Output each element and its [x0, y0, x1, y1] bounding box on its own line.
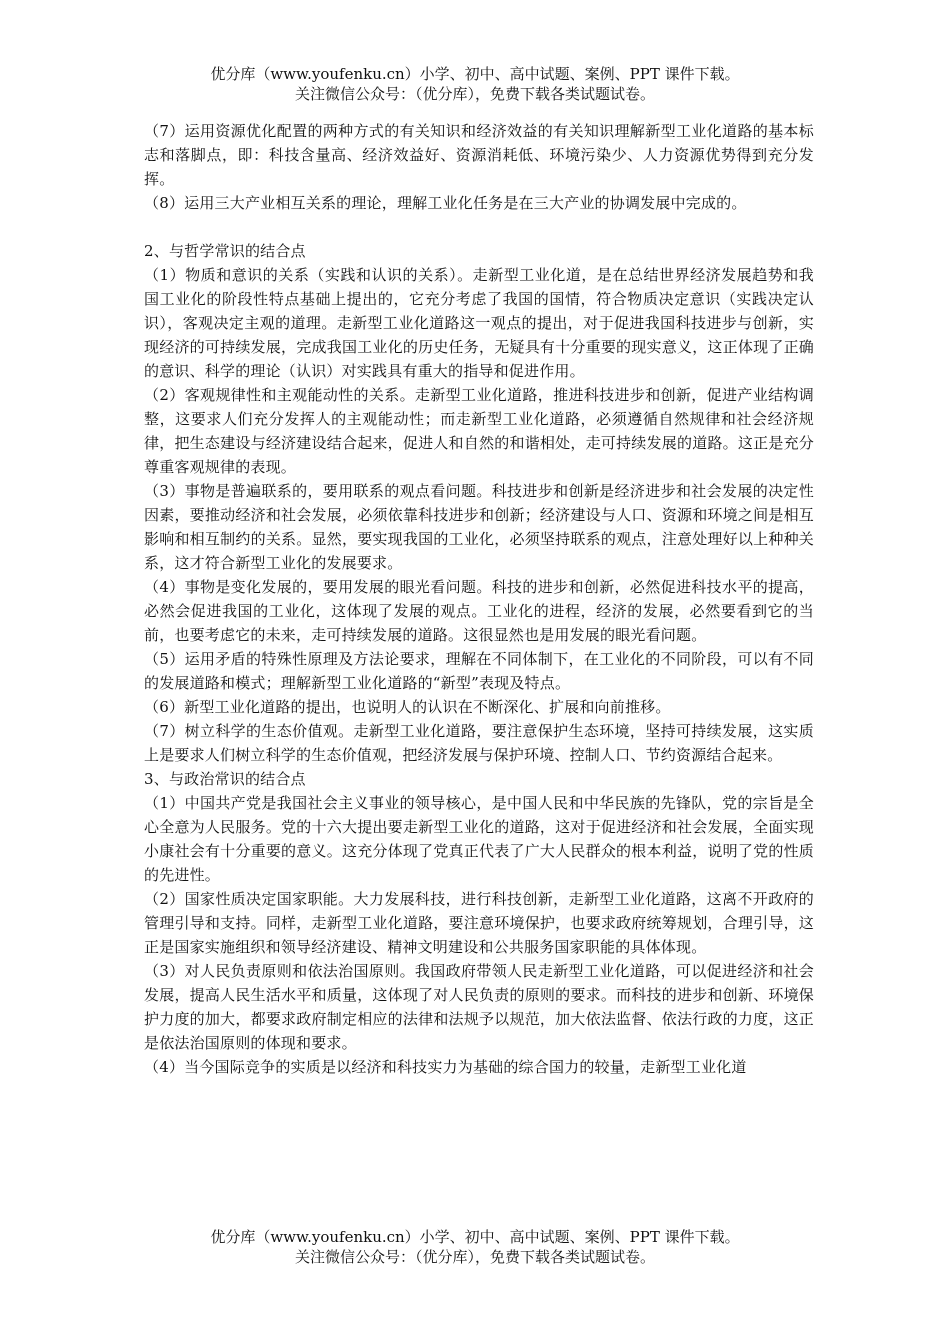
politics-heading: 3、与政治常识的结合点	[144, 770, 306, 788]
document-body	[144, 119, 814, 1079]
page-footer	[0, 1227, 950, 1267]
header-line-1: 优分库（www.youfenku.cn）小学、初中、高中试题、案例、PPT 课件下载。	[210, 65, 740, 83]
page-header	[0, 64, 950, 104]
politics-item-3: （3）对人民负责原则和依法治国原则。我国政府带领人民走新型工业化道路，可以促进经济和社会发展，提高人民生活水平和质量，这体现了对人民负责的原则的要求。而科技的进步和创新、环境保护力度的加大，都要求政府制定相应的法律和法规予以规范，加大依法监督、依法行政的力度，这正是依法治国原则的体现和要求。	[144, 962, 814, 1052]
econ-item-7: （7）运用资源优化配置的两种方式的有关知识和经济效益的有关知识理解新型工业化道路的基本标志和落脚点，即：科技含量高、经济效益好、资源消耗低、环境污染少、人力资源优势得到充分发挥。	[144, 122, 814, 188]
politics-item-2: （2）国家性质决定国家职能。大力发展科技，进行科技创新，走新型工业化道路，这离不开政府的管理引导和支持。同样，走新型工业化道路，要注意环境保护，也要求政府统筹规划，合理引导，这正是国家实施组织和领导经济建设、精神文明建设和公共服务国家职能的具体体现。	[144, 890, 814, 956]
philosophy-heading: 2、与哲学常识的结合点	[144, 242, 306, 260]
paragraph-gap	[144, 215, 814, 239]
footer-line-2: 关注微信公众号：（优分库），免费下载各类试题试卷。	[294, 1248, 655, 1266]
philosophy-item-1: （1）物质和意识的关系（实践和认识的关系）。走新型工业化道，是在总结世界经济发展趋势和我国工业化的阶段性特点基础上提出的，它充分考虑了我国的国情，符合物质决定意识（实践决定认识），客观决定主观的道理。走新型工业化道路这一观点的提出，对于促进我国科技进步与创新，实现经济的可持续发展，完成我国工业化的历史任务，无疑具有十分重要的现实意义，这正体现了正确的意识、科学的理论（认识）对实践具有重大的指导和促进作用。	[144, 266, 814, 380]
econ-item-8: （8）运用三大产业相互关系的理论，理解工业化任务是在三大产业的协调发展中完成的。	[144, 194, 747, 212]
philosophy-item-4: （4）事物是变化发展的，要用发展的眼光看问题。科技的进步和创新，必然促进科技水平的提高，必然会促进我国的工业化，这体现了发展的观点。工业化的进程，经济的发展，必然要看到它的当前，也要考虑它的未来，走可持续发展的道路。这很显然也是用发展的眼光看问题。	[144, 578, 814, 644]
philosophy-item-5: （5）运用矛盾的特殊性原理及方法论要求，理解在不同体制下，在工业化的不同阶段，可以有不同的发展道路和模式；理解新型工业化道路的“新型”表现及特点。	[144, 650, 814, 692]
philosophy-item-6: （6）新型工业化道路的提出，也说明人的认识在不断深化、扩展和向前推移。	[144, 698, 671, 716]
politics-item-4: （4）当今国际竞争的实质是以经济和科技实力为基础的综合国力的较量，走新型工业化道	[144, 1058, 747, 1076]
footer-line-1: 优分库（www.youfenku.cn）小学、初中、高中试题、案例、PPT 课件下载。	[210, 1228, 740, 1246]
philosophy-item-2: （2）客观规律性和主观能动性的关系。走新型工业化道路，推进科技进步和创新，促进产业结构调整，这要求人们充分发挥人的主观能动性；而走新型工业化道路，必须遵循自然规律和社会经济规律，把生态建设与经济建设结合起来，促进人和自然的和谐相处，走可持续发展的道路。这正是充分尊重客观规律的表现。	[144, 386, 814, 476]
philosophy-item-3: （3）事物是普遍联系的，要用联系的观点看问题。科技进步和创新是经济进步和社会发展的决定性因素，要推动经济和社会发展，必须依靠科技进步和创新；经济建设与人口、资源和环境之间是相互影响和相互制约的关系。显然，要实现我国的工业化，必须坚持联系的观点，注意处理好以上种种关系，这才符合新型工业化的发展要求。	[144, 482, 814, 572]
philosophy-item-7: （7）树立科学的生态价值观。走新型工业化道路，要注意保护生态环境，坚持可持续发展，这实质上是要求人们树立科学的生态价值观，把经济发展与保护环境、控制人口、节约资源结合起来。	[144, 722, 814, 764]
header-line-2: 关注微信公众号：（优分库），免费下载各类试题试卷。	[294, 85, 655, 103]
politics-item-1: （1）中国共产党是我国社会主义事业的领导核心，是中国人民和中华民族的先锋队，党的宗旨是全心全意为人民服务。党的十六大提出要走新型工业化的道路，这对于促进经济和社会发展，全面实现小康社会有十分重要的意义。这充分体现了党真正代表了广大人民群众的根本利益，说明了党的性质的先进性。	[144, 794, 814, 884]
